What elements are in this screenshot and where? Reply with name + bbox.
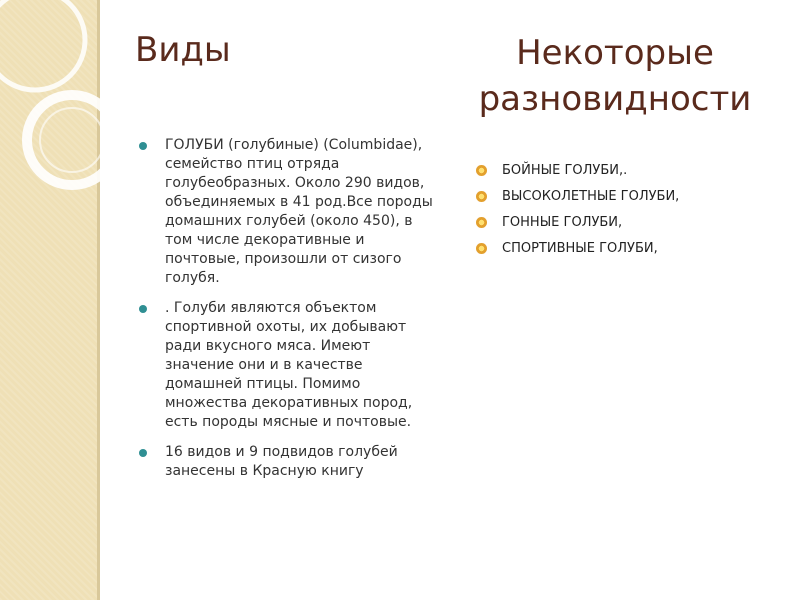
- list-item-text: БОЙНЫЕ ГОЛУБИ,.: [502, 163, 628, 178]
- list-item: [137, 299, 442, 432]
- teal-dot-icon: [139, 142, 147, 150]
- rings-decoration-icon: [0, 0, 140, 230]
- list-item-text: ГОННЫЕ ГОЛУБИ,: [502, 215, 623, 230]
- list-item-text: 16 видов и 9 подвидов голубей занесены в Красную книгу: [165, 444, 398, 479]
- right-bullet-list: [476, 162, 776, 266]
- list-item-text: . Голуби являются объектом спортивной охоты, их добывают ради вкусного мяса. Имеют значение они и в качестве домашней птицы. Помимо множества декоративных пород, есть породы мясные и почтовые.: [165, 300, 413, 430]
- teal-dot-icon: [139, 449, 147, 457]
- right-heading-line1: Некоторые: [516, 33, 714, 73]
- sunburst-icon: [476, 243, 487, 254]
- sunburst-icon: [476, 191, 487, 202]
- right-heading-line2: разновидности: [478, 79, 752, 119]
- list-item: [476, 214, 776, 231]
- list-item-text: ВЫСОКОЛЕТНЫЕ ГОЛУБИ,: [502, 189, 680, 204]
- list-item-text: ГОЛУБИ (голубиные) (Columbidae), семейство птиц отряда голубеобразных. Около 290 видов, объединяемых в 41 род.Все породы домашних голубей (около 450), в том числе декоративные и почтовые, произошли от сизого голубя.: [165, 137, 433, 286]
- sunburst-icon: [476, 165, 487, 176]
- list-item: [476, 162, 776, 179]
- right-heading: [450, 30, 780, 122]
- list-item-text: СПОРТИВНЫЕ ГОЛУБИ,: [502, 241, 658, 256]
- left-heading: Виды: [135, 30, 231, 70]
- list-item: [476, 188, 776, 205]
- list-item: [137, 136, 442, 288]
- left-bullet-list: [137, 136, 442, 492]
- teal-dot-icon: [139, 305, 147, 313]
- sunburst-icon: [476, 217, 487, 228]
- list-item: [476, 240, 776, 257]
- list-item: [137, 443, 442, 481]
